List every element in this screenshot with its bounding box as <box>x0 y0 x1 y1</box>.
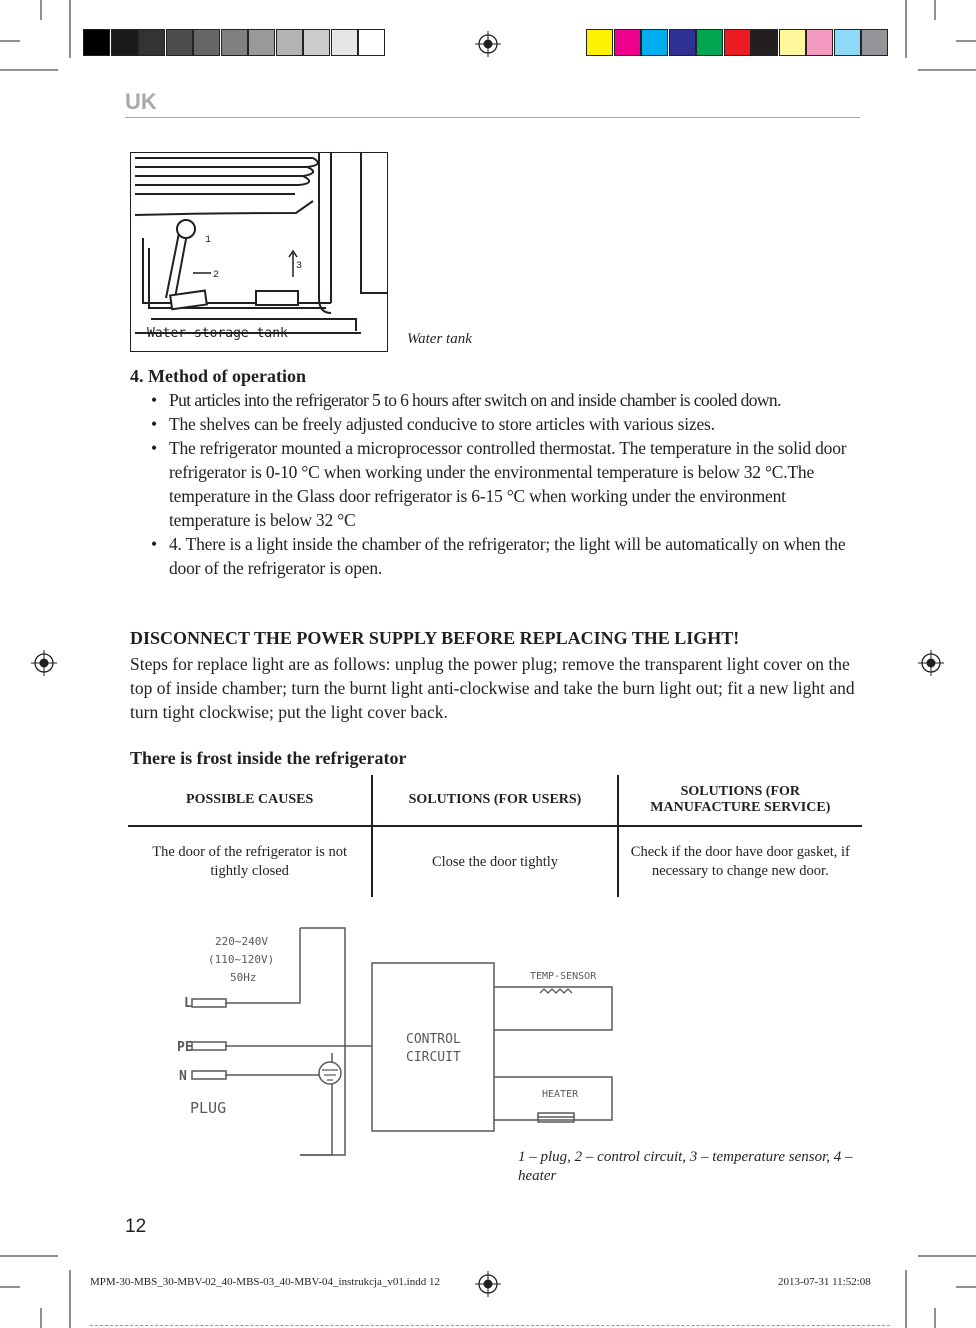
table-cell: Check if the door have door gasket, if necessary to change new door. <box>618 826 862 897</box>
color-swatch <box>751 29 778 56</box>
column-header: SOLUTIONS (FOR MANUFACTURE SERVICE) <box>618 775 862 826</box>
terminal-label: L <box>184 996 192 1011</box>
sensor-label: TEMP-SENSOR <box>530 971 597 982</box>
color-swatch <box>696 29 723 56</box>
section-label: UK <box>125 89 157 114</box>
method-bullets <box>131 388 861 580</box>
callout-2: 2 <box>213 270 220 281</box>
list-item <box>131 532 861 580</box>
color-swatch <box>834 29 861 56</box>
warning-title: DISCONNECT THE POWER SUPPLY BEFORE REPLACING THE LIGHT! <box>130 628 740 648</box>
header-rule <box>125 117 860 118</box>
file-slug: MPM-30-MBS_30-MBV-02_40-MBS-03_40-MBV-04_instrukcja_v01.indd 12 <box>90 1276 440 1288</box>
color-swatch <box>806 29 833 56</box>
gray-swatch <box>248 29 275 56</box>
list-item <box>131 436 861 532</box>
color-swatch <box>724 29 751 56</box>
bullet-text: The refrigerator mounted a microprocessor controlled thermostat. The temperature in the solid door refrigerator is 0-10 °C when working under the environmental temperature is below 32 °C.The temperature in the Glass door refrigerator is 6-15 °C when working under the environment temperature is below 32 °C <box>169 438 847 530</box>
water-tank-drawing <box>131 153 388 352</box>
table-row <box>128 826 862 897</box>
registration-mark-top <box>475 31 501 57</box>
method-title: 4. Method of operation <box>130 366 306 386</box>
slug-rule <box>90 1325 890 1326</box>
list-item <box>131 412 861 436</box>
bullet-icon: • <box>151 534 157 554</box>
callout-1: 1 <box>205 235 212 246</box>
gray-swatch <box>111 29 138 56</box>
bullet-icon: • <box>151 438 157 458</box>
list-item <box>131 388 861 412</box>
water-tank-caption: Water tank <box>407 331 472 347</box>
registration-mark-bottom <box>475 1271 501 1297</box>
color-swatch <box>641 29 668 56</box>
registration-mark-right <box>918 650 944 676</box>
voltage-line: 220~240V <box>215 935 268 948</box>
ground-symbol-icon <box>319 1062 341 1084</box>
callout-3: 3 <box>296 261 303 272</box>
column-header: POSSIBLE CAUSES <box>128 775 372 826</box>
heater-label: HEATER <box>542 1089 579 1100</box>
control-circuit-box <box>372 963 494 1131</box>
table-header-row <box>128 775 862 826</box>
print-timestamp: 2013-07-31 11:52:08 <box>778 1276 871 1288</box>
control-circuit-label: CIRCUIT <box>406 1050 461 1065</box>
color-swatch <box>861 29 888 56</box>
color-swatch <box>669 29 696 56</box>
gray-swatch <box>221 29 248 56</box>
column-header: SOLUTIONS (FOR USERS) <box>372 775 617 826</box>
gray-swatch <box>83 29 110 56</box>
control-circuit-label: CONTROL <box>406 1032 461 1047</box>
bullet-text: Put articles into the refrigerator 5 to 6 hours after switch on and inside chamber is cooled down. <box>169 390 781 410</box>
terminal-label: N <box>179 1069 187 1084</box>
voltage-line: (110~120V) <box>208 953 275 966</box>
color-swatch <box>614 29 641 56</box>
gray-swatch <box>331 29 358 56</box>
voltage-line: 50Hz <box>230 971 257 984</box>
bullet-text: The shelves can be freely adjusted conducive to store articles with various sizes. <box>169 414 715 434</box>
page-number: 12 <box>125 1216 147 1237</box>
terminal-label: PE <box>177 1040 193 1055</box>
gray-swatch <box>303 29 330 56</box>
gray-swatch <box>166 29 193 56</box>
color-swatch <box>586 29 613 56</box>
gray-swatch <box>193 29 220 56</box>
tank-label: Water storage tank <box>147 326 288 341</box>
gray-swatch <box>358 29 385 56</box>
bullet-icon: • <box>151 390 157 410</box>
gray-swatch <box>138 29 165 56</box>
color-swatch <box>779 29 806 56</box>
bullet-text: 4. There is a light inside the chamber of the refrigerator; the light will be automatically on when the door of the refrigerator is open. <box>169 534 846 578</box>
gray-swatch <box>276 29 303 56</box>
registration-mark-left <box>31 650 57 676</box>
frost-table <box>128 775 862 897</box>
wiring-diagram <box>170 915 620 1170</box>
frost-title: There is frost inside the refrigerator <box>130 748 407 768</box>
table-cell: Close the door tightly <box>372 826 617 897</box>
wiring-caption: 1 – plug, 2 – control circuit, 3 – temperature sensor, 4 – heater <box>518 1149 853 1184</box>
plug-label: PLUG <box>190 1099 227 1117</box>
bullet-icon: • <box>151 414 157 434</box>
warning-text: Steps for replace light are as follows: unplug the power plug; remove the transparent light cover on the top of inside chamber; turn the burnt light anti-clockwise and take the burn light out; fit a new light and turn tight clockwise; put the light cover back. <box>130 654 855 722</box>
water-tank-diagram <box>130 152 388 352</box>
table-cell: The door of the refrigerator is not tightly closed <box>152 844 348 879</box>
evaporator-coil-icon <box>177 220 195 238</box>
